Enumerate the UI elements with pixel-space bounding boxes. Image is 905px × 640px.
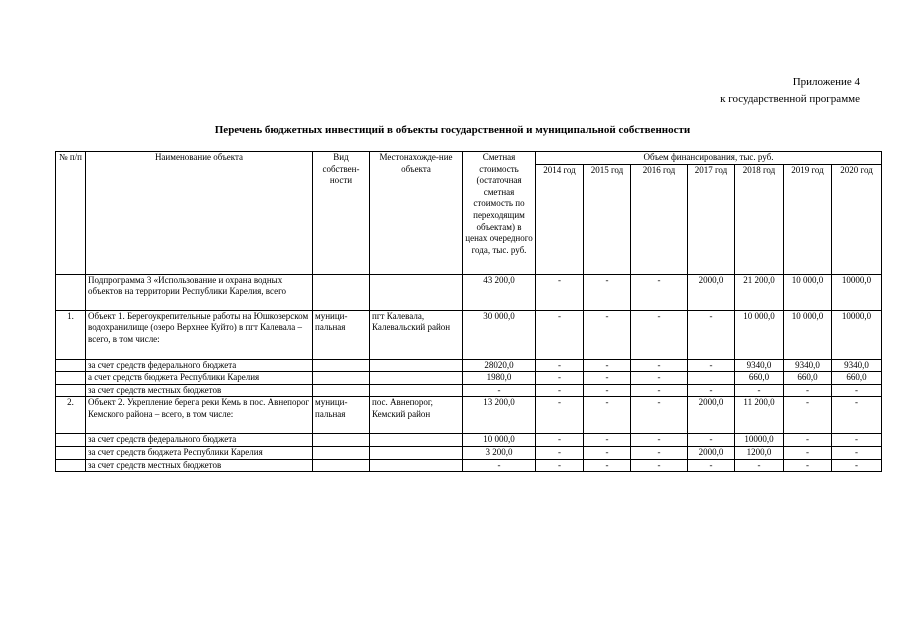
row-ownership: муници-пальная [313, 397, 370, 434]
row-value: - [784, 384, 832, 397]
row-value: - [784, 397, 832, 434]
row-value: - [631, 397, 688, 434]
row-num: 1. [56, 310, 86, 359]
row-value: 10 000,0 [784, 274, 832, 310]
row-value: - [735, 384, 784, 397]
row-value: - [688, 310, 735, 359]
row-name: за счет средств бюджета Республики Карелия [86, 446, 313, 459]
row-estimate: 3 200,0 [463, 446, 536, 459]
investment-table [55, 151, 882, 472]
row-name: за счет средств федерального бюджета [86, 359, 313, 372]
row-value: 9340,0 [735, 359, 784, 372]
row-ownership [313, 372, 370, 385]
row-value: - [688, 459, 735, 472]
row-estimate: 1980,0 [463, 372, 536, 385]
row-value: - [536, 434, 584, 447]
row-location [370, 459, 463, 472]
row-value: 2000,0 [688, 446, 735, 459]
row-location [370, 434, 463, 447]
document-title: Перечень бюджетных инвестиций в объекты государственной и муниципальной собственности [214, 124, 691, 136]
row-name: Подпрограмма 3 «Использование и охрана водных объектов на территории Республики Карелия, всего [86, 274, 313, 310]
row-name: а счет средств бюджета Республики Карелия [86, 372, 313, 385]
row-value: - [631, 274, 688, 310]
row-value: 660,0 [735, 372, 784, 385]
row-location [370, 372, 463, 385]
row-name: за счет средств местных бюджетов [86, 384, 313, 397]
row-value: 10000,0 [832, 274, 882, 310]
row-location [370, 359, 463, 372]
row-value: 660,0 [784, 372, 832, 385]
row-value: 11 200,0 [735, 397, 784, 434]
row-value: - [536, 397, 584, 434]
row-estimate: 30 000,0 [463, 310, 536, 359]
header-name: Наименование объекта [86, 152, 313, 275]
row-value: - [832, 459, 882, 472]
row-value: 10000,0 [832, 310, 882, 359]
row-value: 9340,0 [784, 359, 832, 372]
header-row-1 [56, 152, 882, 165]
header-year: 2020 год [832, 164, 882, 274]
row-name: Объект 1. Берегоукрепительные работы на Юшкозерском водохранилище (озеро Верхнее Куйто) в пгт Калевала – всего, в том числе: [86, 310, 313, 359]
row-ownership [313, 446, 370, 459]
row-value: 9340,0 [832, 359, 882, 372]
row-value: 2000,0 [688, 397, 735, 434]
appendix-line-2: к государственной программе [720, 93, 860, 105]
table-row [56, 384, 882, 397]
row-location [370, 384, 463, 397]
row-value: - [536, 274, 584, 310]
table-row [56, 274, 882, 310]
row-value: - [584, 384, 631, 397]
row-value: - [631, 446, 688, 459]
row-ownership [313, 274, 370, 310]
row-value: - [832, 434, 882, 447]
table-row [56, 459, 882, 472]
row-ownership [313, 459, 370, 472]
row-value: - [584, 459, 631, 472]
table-row [56, 397, 882, 434]
row-value: - [832, 397, 882, 434]
row-value: - [688, 384, 735, 397]
row-estimate: - [463, 459, 536, 472]
row-value: 2000,0 [688, 274, 735, 310]
row-value: - [584, 359, 631, 372]
row-estimate: 10 000,0 [463, 434, 536, 447]
row-value: - [784, 446, 832, 459]
row-value: 1200,0 [735, 446, 784, 459]
row-value: - [832, 384, 882, 397]
row-value: - [536, 446, 584, 459]
row-name: за счет средств местных бюджетов [86, 459, 313, 472]
row-value: - [584, 434, 631, 447]
row-value: - [631, 459, 688, 472]
header-year: 2016 год [631, 164, 688, 274]
row-ownership [313, 359, 370, 372]
row-value: - [536, 384, 584, 397]
row-estimate: - [463, 384, 536, 397]
row-value: - [631, 310, 688, 359]
row-value: - [584, 310, 631, 359]
row-value: - [688, 434, 735, 447]
table-row [56, 372, 882, 385]
row-value: - [784, 434, 832, 447]
header-year: 2014 год [536, 164, 584, 274]
row-value: 21 200,0 [735, 274, 784, 310]
table-row [56, 359, 882, 372]
row-location [370, 446, 463, 459]
header-year: 2018 год [735, 164, 784, 274]
row-ownership [313, 384, 370, 397]
table-row [56, 310, 882, 359]
header-num: № п/п [56, 152, 86, 275]
row-value: 10 000,0 [735, 310, 784, 359]
header-year: 2015 год [584, 164, 631, 274]
row-ownership [313, 434, 370, 447]
row-value: - [631, 384, 688, 397]
row-name: за счет средств федерального бюджета [86, 434, 313, 447]
row-value: - [631, 434, 688, 447]
row-value: 10 000,0 [784, 310, 832, 359]
row-value: - [631, 359, 688, 372]
header-location: Местонахожде-ние объекта [370, 152, 463, 275]
header-year: 2017 год [688, 164, 735, 274]
row-value: - [584, 446, 631, 459]
header-ownership: Вид собствен-ности [313, 152, 370, 275]
row-location: пос. Авнепорог, Кемский район [370, 397, 463, 434]
appendix-line-1: Приложение 4 [792, 76, 860, 88]
row-num [56, 359, 86, 372]
row-value: - [584, 274, 631, 310]
table-row [56, 446, 882, 459]
header-year: 2019 год [784, 164, 832, 274]
table-row [56, 434, 882, 447]
row-name: Объект 2. Укрепление берега реки Кемь в пос. Авнепорог Кемского района – всего, в том числе: [86, 397, 313, 434]
row-value: - [688, 359, 735, 372]
row-estimate: 28020,0 [463, 359, 536, 372]
row-num [56, 372, 86, 385]
row-value: - [832, 446, 882, 459]
row-num [56, 459, 86, 472]
row-value: - [536, 372, 584, 385]
header-estimate: Сметная стоимость (остаточная сметная стоимость по переходящим объектам) в ценах очередного года, тыс. руб. [463, 152, 536, 275]
row-num [56, 434, 86, 447]
row-location: пгт Калевала, Калевальский район [370, 310, 463, 359]
row-num [56, 274, 86, 310]
row-value: - [584, 397, 631, 434]
row-estimate: 43 200,0 [463, 274, 536, 310]
row-value: - [536, 310, 584, 359]
row-ownership: муници-пальная [313, 310, 370, 359]
row-value: 10000,0 [735, 434, 784, 447]
row-value: - [784, 459, 832, 472]
row-value: - [735, 459, 784, 472]
row-value: 660,0 [832, 372, 882, 385]
row-value: - [584, 372, 631, 385]
row-num [56, 384, 86, 397]
row-estimate: 13 200,0 [463, 397, 536, 434]
row-value: - [536, 359, 584, 372]
row-value [688, 372, 735, 385]
row-location [370, 274, 463, 310]
header-funding: Объем финансирования, тыс. руб. [536, 152, 882, 165]
row-value: - [631, 372, 688, 385]
row-value: - [536, 459, 584, 472]
row-num [56, 446, 86, 459]
row-num: 2. [56, 397, 86, 434]
